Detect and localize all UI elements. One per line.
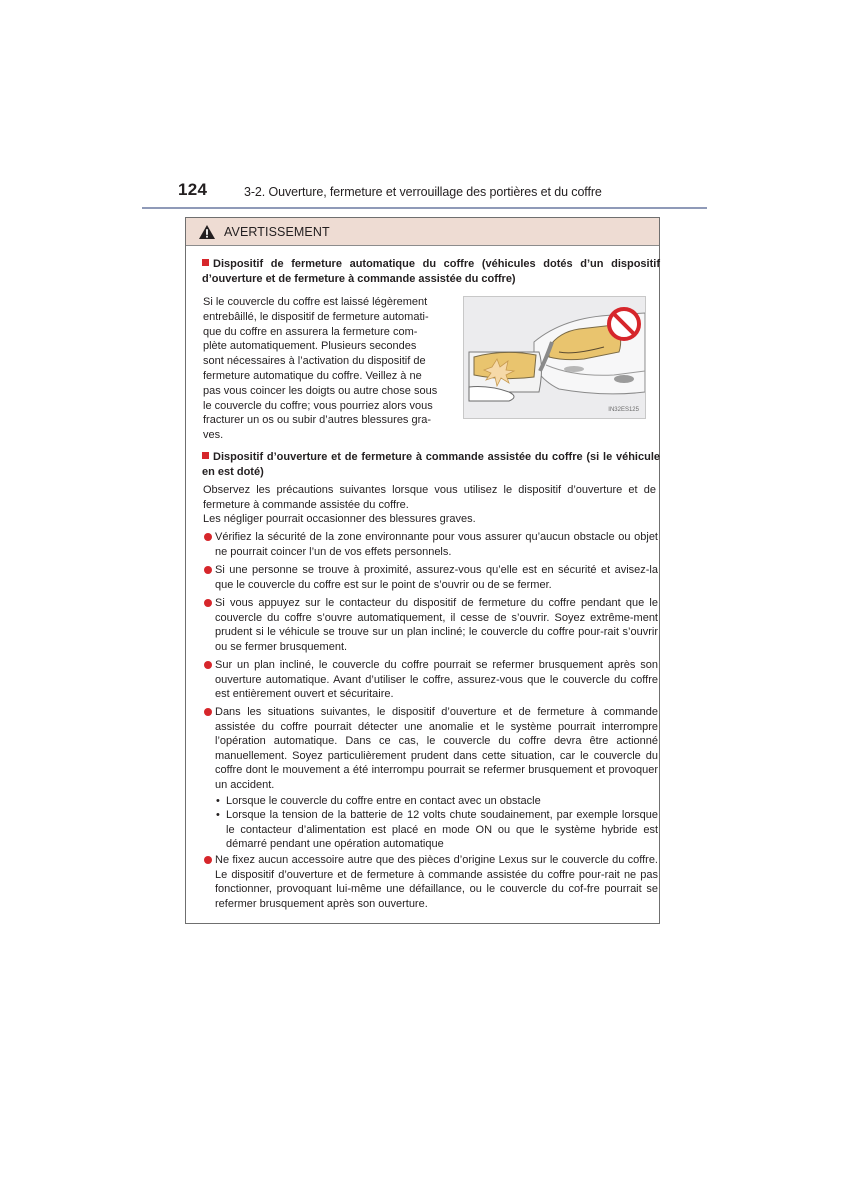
red-bullet-icon	[204, 566, 212, 574]
section1-line: plète automatiquement. Plusieurs secondes	[203, 340, 417, 353]
sub-bullet-icon: •	[216, 809, 220, 821]
section-title: 3-2. Ouverture, fermeture et verrouillage des portières et du coffre	[244, 185, 602, 199]
red-square-icon	[202, 259, 209, 266]
list-item: Sur un plan incliné, le couvercle du coffre pourrait se refermer brusquement après son ouverture automatique. Avant d’utiliser le coffre, assurez-vous que le couvercle du coffre est entièrement ouvert et sécuritaire.	[202, 658, 658, 702]
section1-line: entrebâillé, le dispositif de fermeture automati-	[203, 310, 429, 323]
section1-line: Si le couvercle du coffre est laissé légèrement	[203, 296, 428, 308]
section1-line: ves.	[203, 429, 224, 442]
section1-line: que du coffre en assurera la fermeture com-	[203, 325, 418, 338]
car-trunk-illustration	[464, 297, 645, 418]
list-item: Ne fixez aucun accessoire autre que des pièces d’origine Lexus sur le couvercle du coffre. Le dispositif d’ouverture et de fermeture à commande assistée du coffre pour-rait ne pas fonctionner, provoquant lui-même une défaillance, ou le couvercle du cof-fre pourrait se refermer brusquement après son ouverture.	[202, 853, 658, 911]
list-item: Vérifiez la sécurité de la zone environnante pour vous assurer qu’aucun obstacle ou objet ne pourrait coincer l’un de vos effets personnels.	[202, 530, 658, 559]
page-number: 124	[178, 180, 208, 199]
image-code: IN32ES125	[608, 407, 639, 413]
red-bullet-icon	[204, 856, 212, 864]
section2-heading: Dispositif d’ouverture et de fermeture à commande assistée du coffre (si le véhicule en est doté)	[202, 451, 660, 478]
trunk-closing-illustration	[463, 296, 646, 419]
section1-line: fermeture automatique du coffre. Veillez à ne	[203, 369, 422, 382]
header-divider	[142, 207, 707, 209]
sub-list-item: • Lorsque le couvercle du coffre entre en contact avec un obstacle	[216, 795, 541, 807]
section1-line: le couvercle du coffre; vous pourriez alors vous	[203, 399, 433, 412]
list-item: Si une personne se trouve à proximité, assurez-vous qu’elle est en sécurité et avisez-la que le couvercle du coffre est sur le point de s’ouvrir ou de se fermer.	[202, 563, 658, 592]
warning-header	[186, 218, 659, 246]
red-bullet-icon	[204, 533, 212, 541]
warning-title: AVERTISSEMENT	[224, 224, 330, 239]
section2-intro2: Les négliger pourrait occasionner des blessures graves.	[203, 513, 476, 525]
section1-heading: Dispositif de fermeture automatique du coffre (véhicules dotés d’un dispositif d’ouverture et de fermeture à commande assistée du coffre)	[202, 258, 660, 285]
red-bullet-icon	[204, 599, 212, 607]
list-item: Si vous appuyez sur le contacteur du dispositif de fermeture du coffre pendant que le couvercle du coffre s’ouvre automatiquement, il cesse de s’ouvrir. Soyez extrême-ment prudent si le véhicule se trouve sur un plan incliné; le couvercle du coffre pour-rait s’ouvrir ou se fermer brusquement.	[202, 596, 658, 654]
section1-line: fracturer un os ou subir d’autres blessures gra-	[203, 414, 432, 427]
sub-list-item: • Lorsque la tension de la batterie de 12 volts chute soudainement, par exemple lorsque le contacteur d’alimentation est placé en mode ON ou que le système hybride est démarré pendant une opération automatique	[216, 809, 658, 850]
section1-line: pas vous coincer les doigts ou autre chose sous	[203, 384, 438, 397]
section1-line: sont nécessaires à l’activation du dispositif de	[203, 355, 426, 368]
section1-body	[203, 295, 453, 443]
red-bullet-icon	[204, 708, 212, 716]
section2-intro: Observez les précautions suivantes lorsque vous utilisez le dispositif d’ouverture et de fermeture à commande assistée du coffre.	[203, 484, 656, 511]
sub-bullet-icon: •	[216, 795, 220, 807]
list-item: Dans les situations suivantes, le dispositif d’ouverture et de fermeture à commande assistée du coffre pourrait détecter une anomalie et le système pourrait interrompre l’opération automatique. Dans ce cas, le couvercle du coffre devra être actionné manuellement. Soyez particulièrement prudent dans cette situation, car le couvercle du coffre dont le mouvement a été interrompu pourrait se refermer brusquement et provoquer un accident.	[202, 705, 658, 792]
red-square-icon	[202, 452, 209, 459]
warning-icon	[198, 224, 216, 240]
red-bullet-icon	[204, 661, 212, 669]
